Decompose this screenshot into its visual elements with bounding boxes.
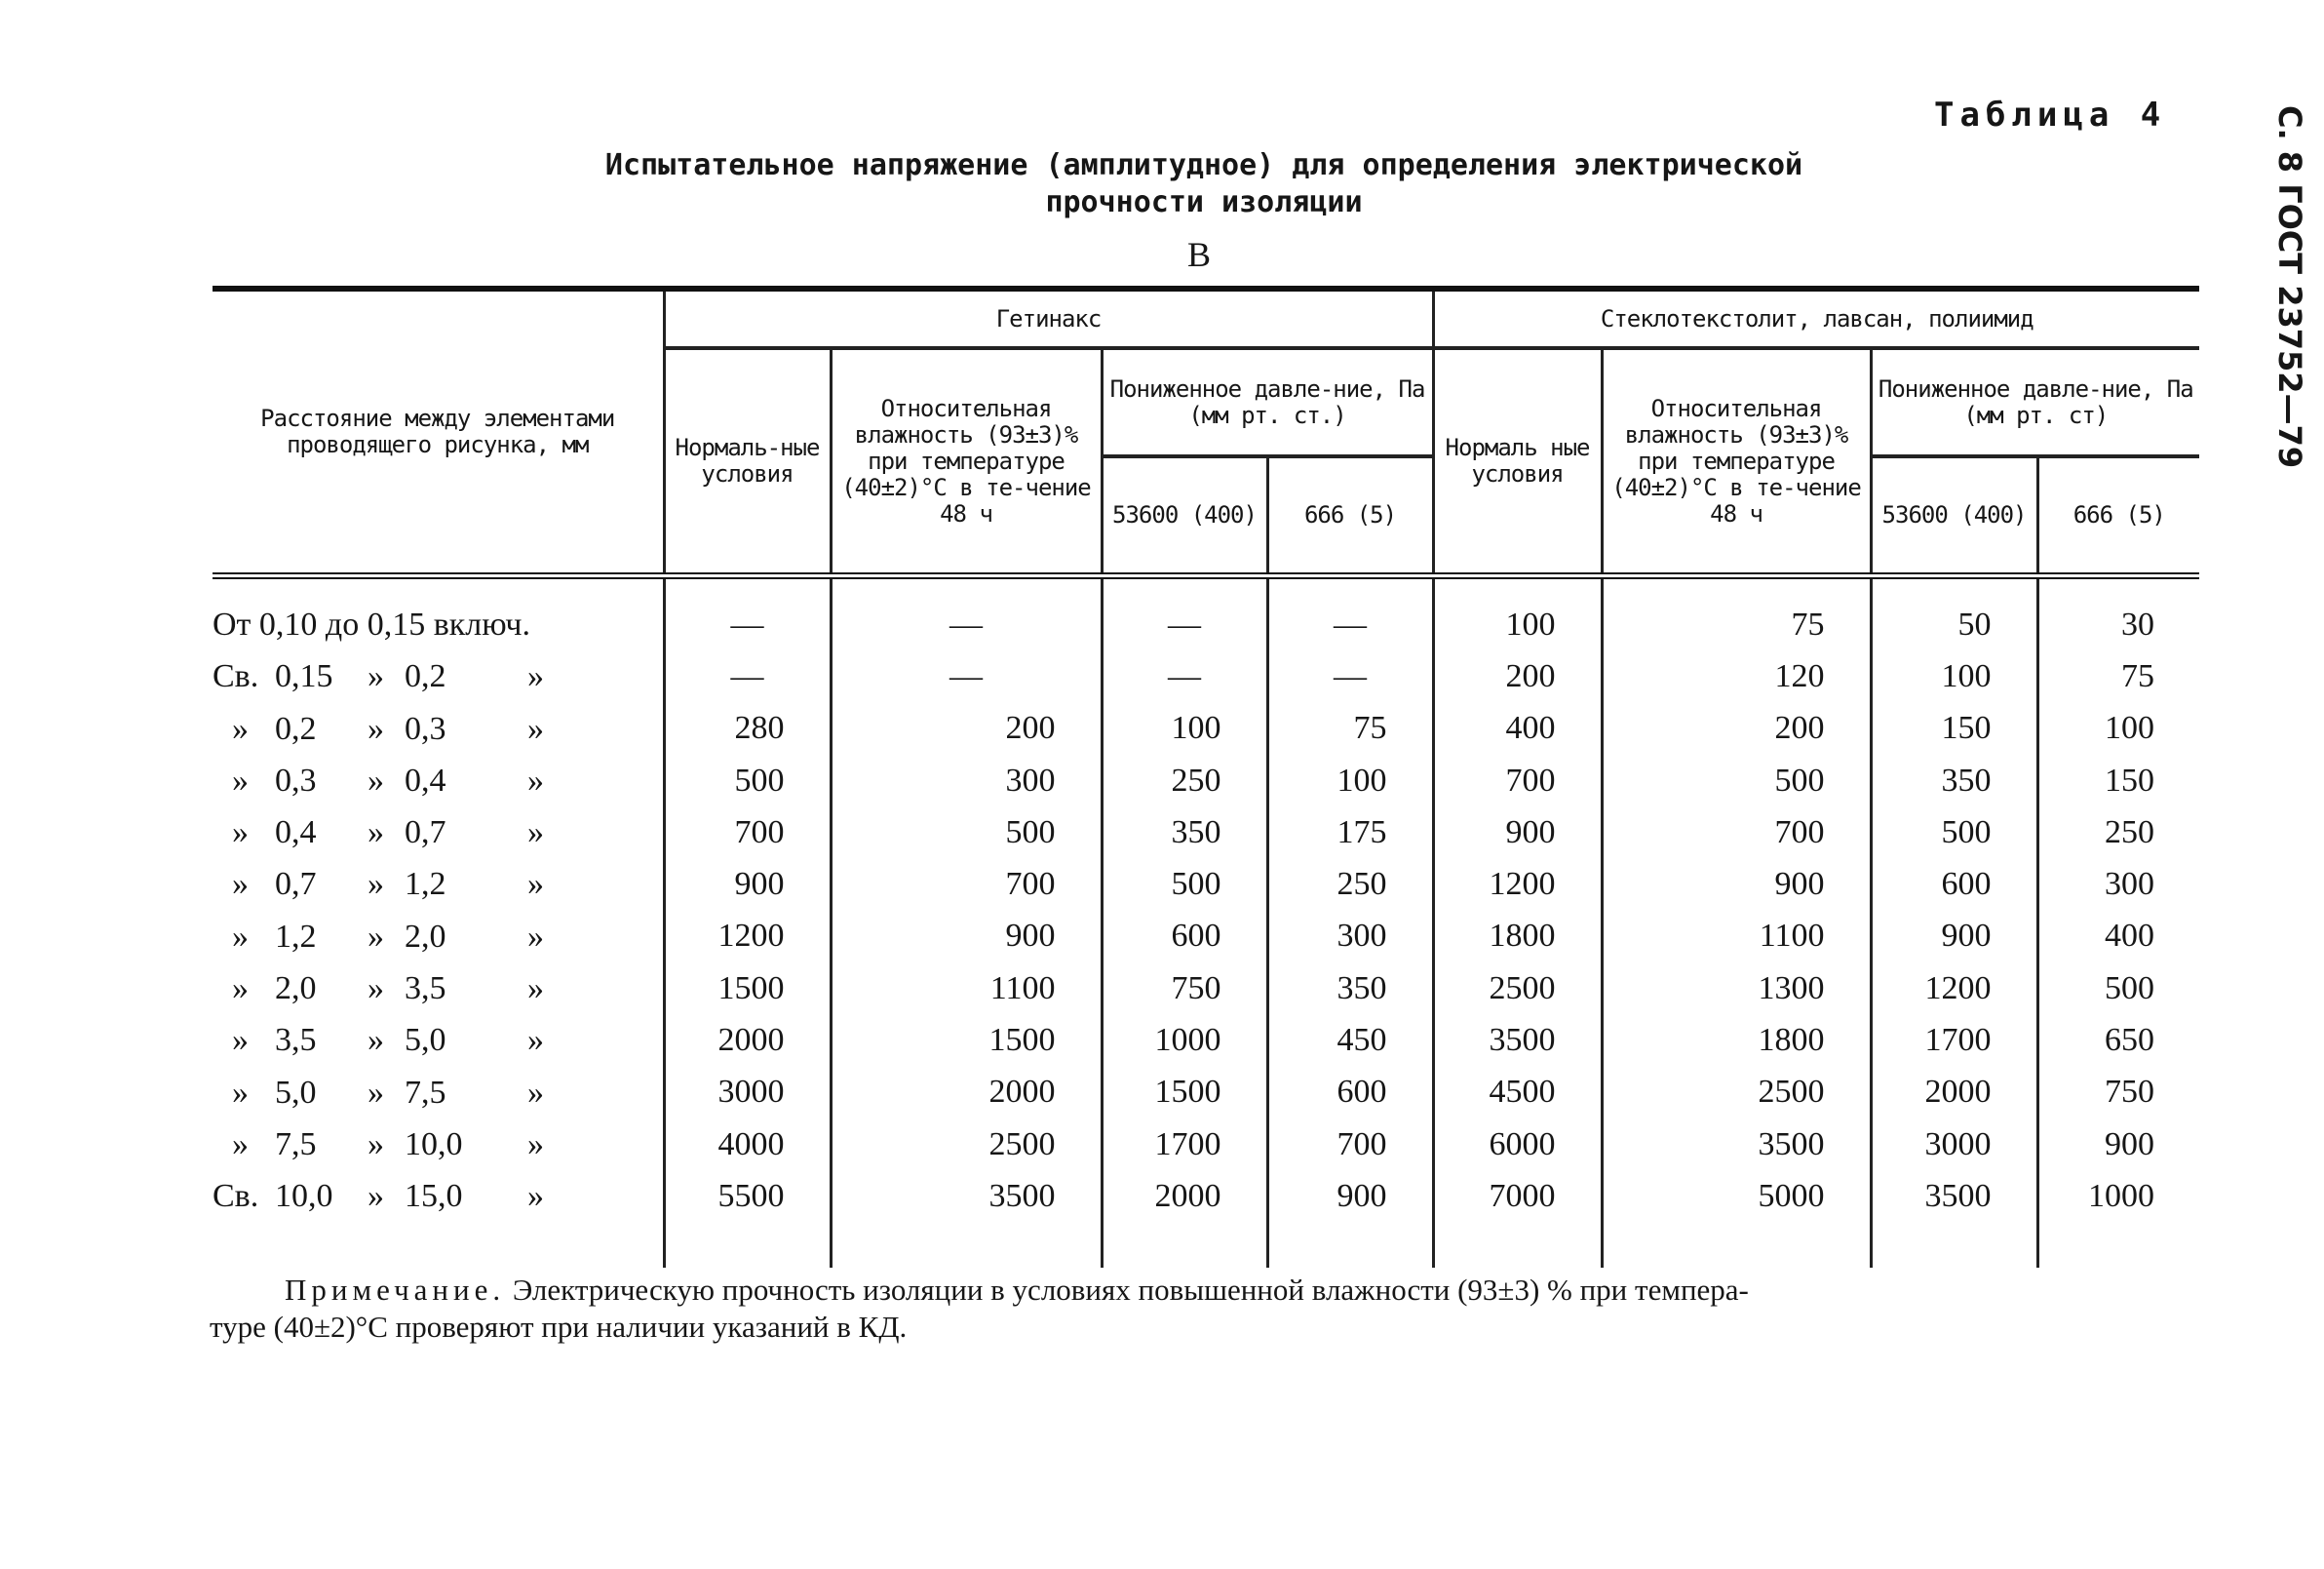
value-cell: 2500 [831,1118,1102,1170]
row-label-part: » [527,710,544,747]
table-row [213,1067,2199,1118]
value-cell: 200 [1602,703,1871,755]
value-cell: 900 [664,858,831,910]
row-label-part: 0,3 [275,762,317,799]
row-label-part: От 0,10 до 0,15 включ. [213,607,530,643]
value-cell: 150 [2037,755,2199,806]
value-cell: 900 [831,911,1102,962]
row-label-part: » [368,1178,384,1215]
value-cell: 500 [831,806,1102,858]
row-label-part: » [232,970,249,1007]
unit-label: В [1186,235,1211,274]
value-cell: 350 [1871,755,2037,806]
value-cell: 700 [1433,755,1602,806]
row-label [213,1067,664,1118]
row-label [213,858,664,910]
header-pressure-2: Пониженное давле-ние, Па (мм рт. ст) [1871,348,2199,456]
table-title-line-1: Испытательное напряжение (амплитудное) для определения электрической [604,148,1803,182]
table-row [213,703,2199,755]
value-cell: 100 [1871,650,2037,702]
value-cell: 1800 [1433,911,1602,962]
value-cell: 2000 [1871,1067,2037,1118]
value-cell: 500 [1102,858,1267,910]
row-label-part: » [527,814,544,851]
row-label-part: » [232,814,249,851]
spacer-cell [1433,576,1602,600]
row-label-part: » [232,918,249,955]
spacer-cell [831,1223,1102,1268]
row-label-part: » [232,1125,249,1162]
value-cell: 450 [1267,1014,1433,1066]
value-cell: 3000 [664,1067,831,1118]
row-label-part: 10,0 [405,1125,463,1162]
header-53600-2: 53600 (400) [1871,456,2037,576]
row-label-part: 0,7 [275,866,317,903]
value-cell: 4500 [1433,1067,1602,1118]
row-label-part: » [527,1178,544,1215]
row-label-part: » [368,1074,384,1111]
table-row [213,1170,2199,1222]
spacer-cell [1871,576,2037,600]
value-cell: 900 [1871,911,2037,962]
value-cell: 1700 [1871,1014,2037,1066]
value-cell: — [831,599,1102,650]
header-normal-1: Нормаль-ные условия [664,348,831,576]
value-cell: 100 [1102,703,1267,755]
value-cell: 350 [1267,962,1433,1014]
value-cell: 280 [664,703,831,755]
row-label-part: 5,0 [405,1022,446,1059]
value-cell: 700 [664,806,831,858]
value-cell: 2000 [1102,1170,1267,1222]
spacer-cell [213,1223,664,1268]
row-label-part: » [232,1074,249,1111]
spacer-cell [1602,576,1871,600]
header-group-getinax: Гетинакс [664,289,1433,348]
row-label-part: 0,2 [405,658,446,695]
row-label-part: » [368,1022,384,1059]
spacer-cell [1267,1223,1433,1268]
header-group-fiberglass: Стеклотекстолит, лавсан, полиимид [1433,289,2199,348]
value-cell: 100 [2037,703,2199,755]
value-cell: 3500 [1871,1170,2037,1222]
row-label-part: » [368,710,384,747]
spacer-cell [1602,1223,1871,1268]
value-cell: 300 [831,755,1102,806]
row-label [213,962,664,1014]
row-label-part: » [232,762,249,799]
row-label-part: » [527,762,544,799]
row-label-part: » [368,814,384,851]
row-label-part: 2,0 [275,970,317,1007]
spacer-cell [1871,1223,2037,1268]
header-distance: Расстояние между элементами проводящего рисунка, мм [213,289,664,576]
row-label [213,755,664,806]
table-row [213,858,2199,910]
table-row [213,806,2199,858]
page-standard-code: С. 8 ГОСТ 23752—79 [2271,105,2308,469]
header-666-1: 666 (5) [1267,456,1433,576]
value-cell: 1200 [1433,858,1602,910]
value-cell: 600 [1871,858,2037,910]
value-cell: 750 [1102,962,1267,1014]
row-label-part: » [527,918,544,955]
spacer-cell [831,576,1102,600]
value-cell: 150 [1871,703,2037,755]
row-label-part: » [527,970,544,1007]
note-prefix: Примечание. [285,1273,506,1307]
row-label-part: 0,4 [405,762,446,799]
value-cell: 100 [1433,599,1602,650]
value-cell: 5500 [664,1170,831,1222]
value-cell: 1000 [2037,1170,2199,1222]
value-cell: 2000 [831,1067,1102,1118]
spacer-row [213,576,2199,600]
value-cell: 1100 [1602,911,1871,962]
row-label-part: 10,0 [275,1178,333,1215]
value-cell: 1500 [1102,1067,1267,1118]
value-cell: 3500 [1433,1014,1602,1066]
row-label [213,1118,664,1170]
value-cell: 30 [2037,599,2199,650]
value-cell: 500 [1602,755,1871,806]
value-cell: 250 [1267,858,1433,910]
spacer-cell [1267,576,1433,600]
value-cell: 1800 [1602,1014,1871,1066]
row-label-part: 15,0 [405,1178,463,1215]
row-label-part: » [527,658,544,695]
header-666-2: 666 (5) [2037,456,2199,576]
value-cell: 700 [1602,806,1871,858]
value-cell: 900 [1267,1170,1433,1222]
value-cell: — [1267,650,1433,702]
value-cell: 1200 [1871,962,2037,1014]
value-cell: 2000 [664,1014,831,1066]
row-label [213,806,664,858]
value-cell: 3500 [831,1170,1102,1222]
value-cell: 250 [1102,755,1267,806]
row-label-part: 3,5 [275,1022,317,1059]
value-cell: 300 [1267,911,1433,962]
value-cell: — [1267,599,1433,650]
table-row [213,962,2199,1014]
table-row [213,911,2199,962]
value-cell: 300 [2037,858,2199,910]
row-label-part: 0,7 [405,814,446,851]
spacer-cell [664,576,831,600]
table-row [213,650,2199,702]
value-cell: 1000 [1102,1014,1267,1066]
value-cell: 350 [1102,806,1267,858]
table-row [213,599,2199,650]
value-cell: 75 [1602,599,1871,650]
table-row [213,755,2199,806]
row-label-part: » [368,1125,384,1162]
row-label-part: » [232,710,249,747]
value-cell: 600 [1102,911,1267,962]
value-cell: — [1102,599,1267,650]
row-label-part: Св. [213,1178,259,1215]
value-cell: 100 [1267,755,1433,806]
value-cell: 650 [2037,1014,2199,1066]
value-cell: — [664,650,831,702]
spacer-cell [1102,576,1267,600]
value-cell: 700 [831,858,1102,910]
row-label [213,1014,664,1066]
row-label-part: 7,5 [275,1125,317,1162]
value-cell: 700 [1267,1118,1433,1170]
value-cell: 1300 [1602,962,1871,1014]
row-label [213,650,664,702]
row-label-part: 5,0 [275,1074,317,1111]
value-cell: — [664,599,831,650]
spacer-cell [664,1223,831,1268]
spacer-cell [1102,1223,1267,1268]
row-label-part: 2,0 [405,918,446,955]
value-cell: 750 [2037,1067,2199,1118]
spacer-cell [213,576,664,600]
spacer-cell [2037,576,2199,600]
row-label [213,703,664,755]
note-line-2: туре (40±2)°С проверяют при наличии указаний в КД. [210,1310,908,1344]
table-title-line-2: прочности изоляции [1045,185,1363,219]
value-cell: 50 [1871,599,2037,650]
row-label [213,911,664,962]
value-cell: — [831,650,1102,702]
value-cell: 200 [831,703,1102,755]
row-label [213,599,664,650]
value-cell: 175 [1267,806,1433,858]
row-label-part: » [527,866,544,903]
row-label-part: » [527,1074,544,1111]
value-cell: 900 [1433,806,1602,858]
table-row [213,1118,2199,1170]
value-cell: 6000 [1433,1118,1602,1170]
value-cell: 120 [1602,650,1871,702]
row-label-part: » [368,918,384,955]
value-cell: 500 [1871,806,2037,858]
value-cell: 500 [664,755,831,806]
row-label-part: 1,2 [405,866,446,903]
value-cell: 400 [1433,703,1602,755]
table-number-label: Таблица 4 [1934,96,2167,135]
table-row [213,1014,2199,1066]
header-humidity-2: Относительная влажность (93±3)% при температуре (40±2)°С в те-чение 48 ч [1602,348,1871,576]
value-cell: 75 [2037,650,2199,702]
row-label-part: 0,15 [275,658,333,695]
row-label-part: 0,3 [405,710,446,747]
row-label-part: 0,4 [275,814,317,851]
value-cell: 2500 [1433,962,1602,1014]
header-53600-1: 53600 (400) [1102,456,1267,576]
value-cell: 3500 [1602,1118,1871,1170]
row-label-part: 1,2 [275,918,317,955]
row-label-part: » [232,866,249,903]
header-pressure-1: Пониженное давле-ние, Па (мм рт. ст.) [1102,348,1433,456]
row-label-part: » [368,970,384,1007]
value-cell: 250 [2037,806,2199,858]
spacer-cell [2037,1223,2199,1268]
value-cell: 900 [1602,858,1871,910]
value-cell: 1500 [831,1014,1102,1066]
row-label-part: » [527,1022,544,1059]
value-cell: 600 [1267,1067,1433,1118]
row-label-part: » [232,1022,249,1059]
test-voltage-table [213,286,2199,1268]
value-cell: 75 [1267,703,1433,755]
value-cell: 4000 [664,1118,831,1170]
value-cell: 7000 [1433,1170,1602,1222]
row-label-part: 0,2 [275,710,317,747]
value-cell: — [1102,650,1267,702]
value-cell: 500 [2037,962,2199,1014]
value-cell: 200 [1433,650,1602,702]
header-humidity-1: Относительная влажность (93±3)% при температуре (40±2)°С в те-чение 48 ч [831,348,1102,576]
value-cell: 3000 [1871,1118,2037,1170]
value-cell: 1200 [664,911,831,962]
row-label-part: » [368,762,384,799]
spacer-cell [1433,1223,1602,1268]
row-label-part: 7,5 [405,1074,446,1111]
spacer-row [213,1223,2199,1268]
value-cell: 1700 [1102,1118,1267,1170]
row-label-part: » [368,866,384,903]
header-normal-2: Нормаль ные условия [1433,348,1602,576]
value-cell: 400 [2037,911,2199,962]
value-cell: 900 [2037,1118,2199,1170]
note-line-1 [285,1273,1749,1308]
value-cell: 5000 [1602,1170,1871,1222]
row-label-part: » [527,1125,544,1162]
row-label [213,1170,664,1222]
value-cell: 2500 [1602,1067,1871,1118]
row-label-part: 3,5 [405,970,446,1007]
value-cell: 1500 [664,962,831,1014]
note-text-1: Электрическую прочность изоляции в условиях повышенной влажности (93±3) % при темпера- [512,1273,1749,1307]
row-label-part: Св. [213,658,259,695]
value-cell: 1100 [831,962,1102,1014]
row-label-part: » [368,658,384,695]
